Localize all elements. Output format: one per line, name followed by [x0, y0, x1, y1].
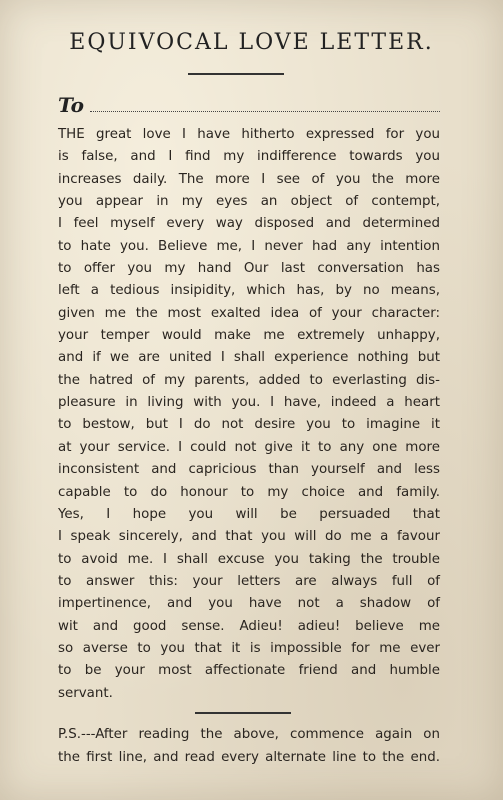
postscript-divider: [195, 712, 291, 714]
letter-line: THE great love I have hitherto expressed for you: [58, 127, 440, 142]
letter-line: your temper would make me extremely unhappy,: [58, 328, 440, 344]
letter-body: [58, 124, 440, 705]
letter-line: you appear in my eyes an object of contempt,: [58, 194, 440, 210]
letter-line: inconsistent and capricious than yourself and less: [58, 462, 440, 478]
letter-line: at your service. I could not give it to any one more: [58, 439, 440, 455]
letter-line: servant.: [58, 685, 113, 701]
letter-line: wit and good sense. Adieu! adieu! believe me: [58, 618, 440, 634]
letter-line: is false, and I find my indifference towards you: [58, 149, 440, 165]
letter-line: so averse to you that it is impossible for me ever: [58, 640, 440, 656]
postscript-line: P.S.---After reading the above, commence again on: [58, 727, 440, 742]
letter-line: to hate you. Believe me, I never had any intention: [58, 238, 440, 254]
letter-line: Yes, I hope you will be persuaded that: [58, 506, 440, 522]
letter-line: impertinence, and you have not a shadow of: [58, 596, 440, 612]
addressee-dotted-line: [90, 111, 440, 112]
letter-line: increases daily. The more I see of you the more: [58, 171, 440, 187]
postscript: [58, 724, 440, 769]
letter-line: the hatred of my parents, added to everlasting dis-: [58, 372, 440, 388]
letter-line: to be your most affectionate friend and humble: [58, 663, 440, 679]
postscript-line: the first line, and read every alternate line to the end.: [58, 749, 440, 765]
letter-line: I feel myself every way disposed and determined: [58, 216, 440, 232]
letter-line: left a tedious insipidity, which has, by no means,: [58, 283, 440, 299]
letter-title: EQUIVOCAL LOVE LETTER.: [69, 30, 434, 55]
letter-line: to answer this: your letters are always full of: [58, 573, 440, 589]
salutation-label: To: [58, 93, 84, 117]
letter-line: to avoid me. I shall excuse you taking the trouble: [58, 551, 440, 567]
letter-line: pleasure in living with you. I have, indeed a heart: [58, 395, 440, 411]
letter-line: I speak sincerely, and that you will do me a favour: [58, 529, 440, 545]
letter-line: and if we are united I shall experience nothing but: [58, 350, 440, 366]
letter-line: to bestow, but I do not desire you to imagine it: [58, 417, 440, 433]
salutation-line: [58, 93, 440, 117]
letter-line: given me the most exalted idea of your character:: [58, 305, 440, 321]
title-divider: [188, 73, 284, 75]
letter-line: capable to do honour to my choice and family.: [58, 484, 440, 500]
letter-line: to offer you my hand Our last conversation has: [58, 261, 440, 277]
